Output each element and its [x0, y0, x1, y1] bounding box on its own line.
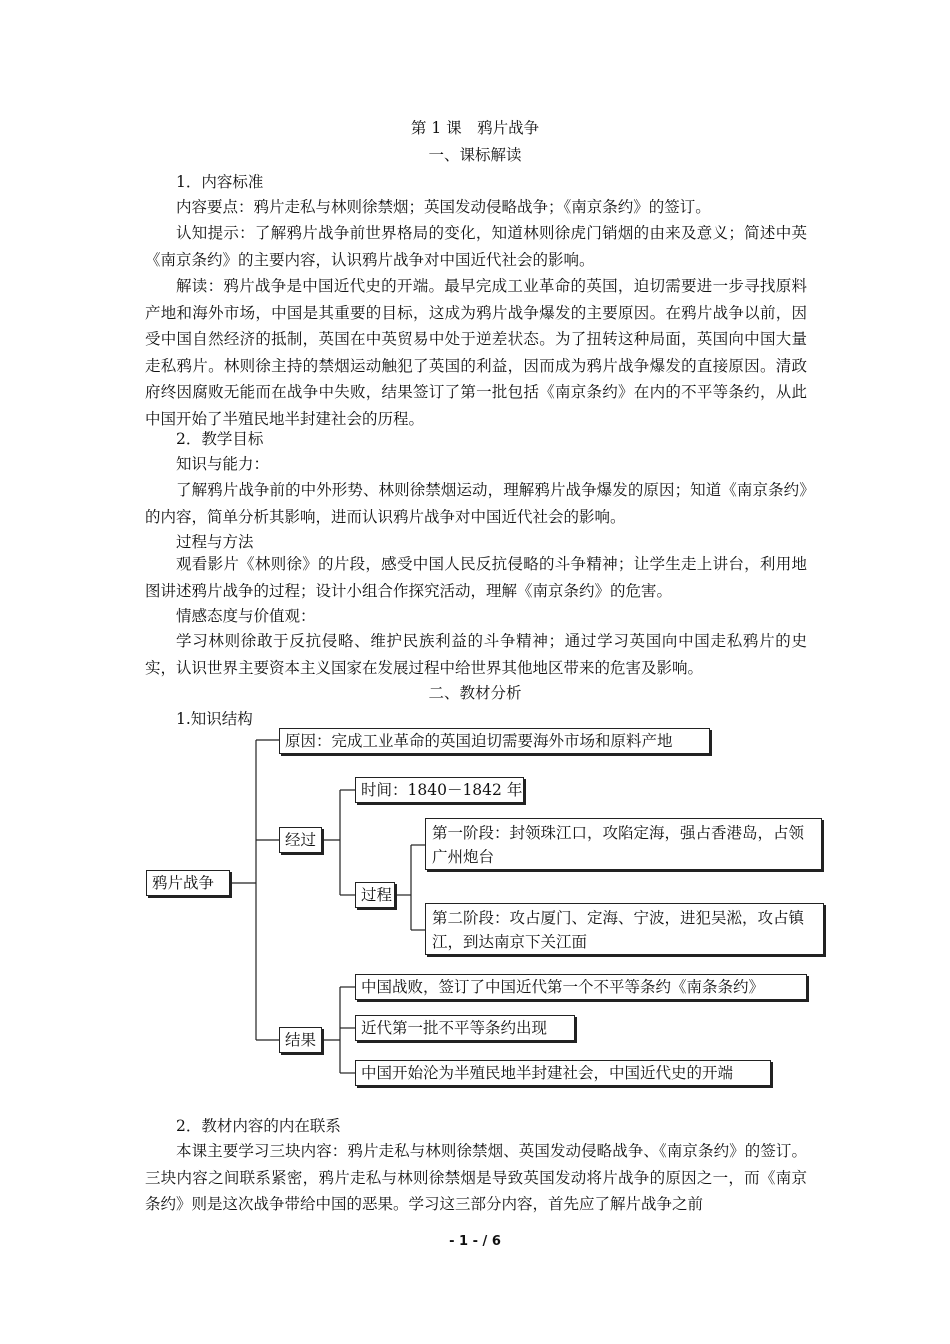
label-knowledge-ability: 知识与能力： [176, 455, 270, 473]
paragraph-internal-relation: 本课主要学习三块内容：鸦片走私与林则徐禁烟、英国发动侵略战争、《南京条约》的签订。三块内容之间联系紧密，鸦片走私与林则徐禁烟是导致英国发动将片战争的原因之一，而《南京条约》则是这次战争带给中国的恶果。学习这三部分内容，首先应了解片战争之前 [145, 1142, 807, 1213]
paragraph-content-points: 内容要点：鸦片走私与林则徐禁烟；英国发动侵略战争；《南京条约》的签订。 [176, 198, 711, 216]
label-process-method: 过程与方法 [176, 533, 254, 551]
paragraph-process: 观看影片《林则徐》的片段，感受中国人民反抗侵略的斗争精神；让学生走上讲台，利用地图讲述鸦片战争的过程；设计小组合作探究活动，理解《南京条约》的危害。 [145, 555, 807, 600]
subheading-teaching-goals: 2．教学目标 [176, 430, 264, 448]
paragraph-cognition: 认知提示：了解鸦片战争前世界格局的变化，知道林则徐虎门销烟的由来及意义；简述中英《南京条约》的主要内容，认识鸦片战争对中国近代社会的影响。 [145, 224, 807, 269]
section-heading-standards: 一、课标解读 [428, 146, 522, 164]
tree-node-result-semicolonial: 中国开始沦为半殖民地半封建社会，中国近代史的开端 [355, 1060, 771, 1086]
tree-node-root: 鸦片战争 [146, 870, 230, 896]
paragraph-knowledge: 了解鸦片战争前的中外形势、林则徐禁烟运动，理解鸦片战争爆发的原因；知道《南京条约》的内容，简单分析其影响，进而认识鸦片战争对中国近代社会的影响。 [145, 481, 807, 526]
tree-node-result-treaties: 近代第一批不平等条约出现 [355, 1015, 575, 1041]
subheading-knowledge-structure: 1.知识结构 [176, 710, 253, 728]
section-heading-material-analysis: 二、教材分析 [428, 684, 522, 702]
page-number: - 1 - / 6 [449, 1234, 501, 1249]
tree-node-result: 结果 [279, 1027, 322, 1053]
tree-node-course: 过程 [355, 882, 395, 908]
lesson-title: 第 1 课 鸦片战争 [410, 119, 540, 137]
tree-node-stage-one: 第一阶段：封领珠江口，攻陷定海，强占香港岛，占领广州炮台 [425, 818, 822, 870]
subheading-internal-relation: 2．教材内容的内在联系 [176, 1117, 341, 1135]
paragraph-interpretation: 解读：鸦片战争是中国近代史的开端。最早完成工业革命的英国，迫切需要进一步寻找原料产地和海外市场，中国是其重要的目标，这成为鸦片战争爆发的主要原因。在鸦片战争以前，因受中国自然经济的抵制，英国在中英贸易中处于逆差状态。为了扭转这种局面，英国向中国大量走私鸦片。林则徐主持的禁烟运动触犯了英国的利益，因而成为鸦片战争爆发的直接原因。清政府终因腐败无能而在战争中失败，结果签订了第一批包括《南京条约》在内的不平等条约，从此中国开始了半殖民地半封建社会的历程。 [145, 277, 807, 428]
paragraph-emotion: 学习林则徐敢于反抗侵略、维护民族利益的斗争精神；通过学习英国向中国走私鸦片的史实，认识世界主要资本主义国家在发展过程中给世界其他地区带来的危害及影响。 [145, 632, 807, 677]
tree-node-stage-two: 第二阶段：攻占厦门、定海、宁波，进犯吴淞，攻占镇江，到达南京下关江面 [425, 903, 824, 955]
label-emotion-values: 情感态度与价值观： [176, 607, 316, 625]
tree-node-process: 经过 [279, 827, 322, 853]
subheading-content-standard: 1．内容标准 [176, 173, 264, 191]
tree-node-result-defeat: 中国战败，签订了中国近代第一个不平等条约《南条条约》 [355, 974, 807, 1000]
tree-node-cause: 原因：完成工业革命的英国迫切需要海外市场和原料产地 [279, 728, 710, 754]
tree-node-time: 时间：1840－1842 年 [355, 777, 524, 803]
